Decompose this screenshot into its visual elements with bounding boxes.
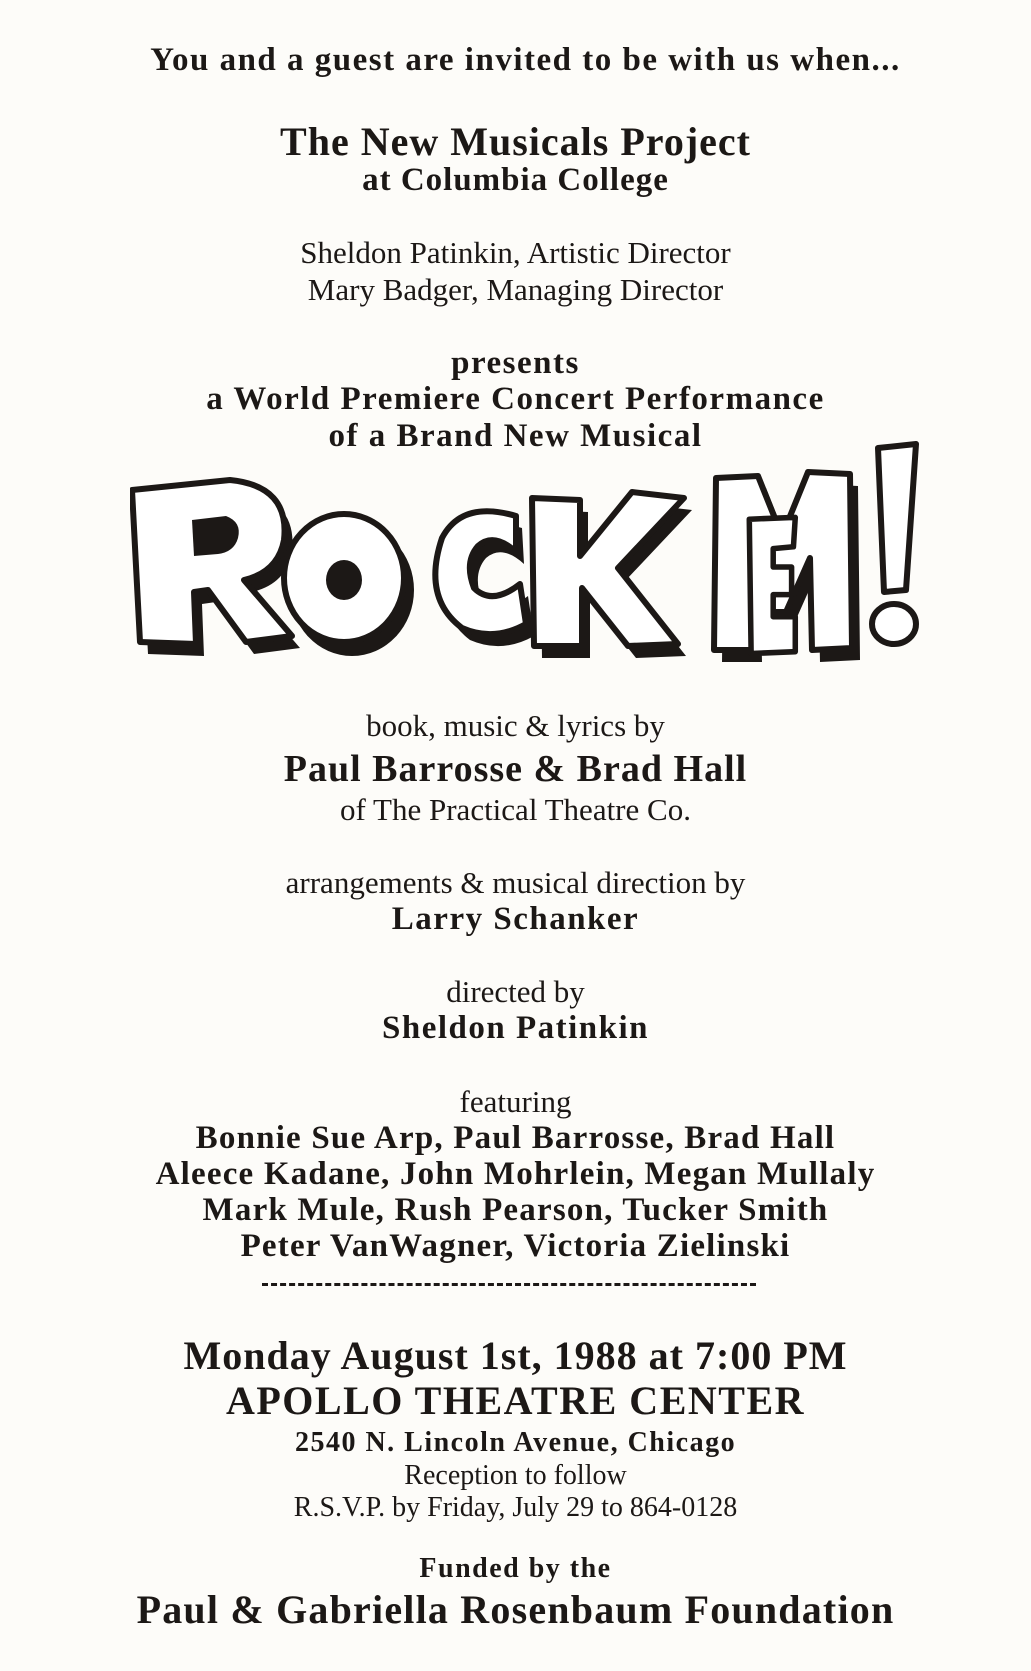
- premiere-line: a World Premiere Concert Performance: [206, 381, 825, 417]
- director-label: directed by: [446, 974, 585, 1009]
- logo-letter-c: [435, 511, 526, 634]
- featuring-label: featuring: [459, 1084, 572, 1119]
- funded-by-label: Funded by the: [419, 1553, 612, 1584]
- arrangements-label: arrangements & musical direction by: [285, 865, 746, 900]
- cast-line: Mark Mule, Rush Pearson, Tucker Smith: [202, 1192, 829, 1228]
- event-address: 2540 N. Lincoln Avenue, Chicago: [294, 1427, 737, 1458]
- organization-name: The New Musicals Project: [280, 119, 751, 164]
- cast-line: Bonnie Sue Arp, Paul Barrosse, Brad Hall: [195, 1120, 836, 1156]
- event-date: Monday August 1st, 1988 at 7:00 PM: [183, 1333, 848, 1378]
- presents-label: presents: [451, 345, 580, 381]
- logo-exclamation: [872, 444, 916, 644]
- foundation-name: Paul & Gabriella Rosenbaum Foundation: [136, 1587, 895, 1632]
- intro-line: You and a guest are invited to be with us when...: [150, 42, 901, 78]
- logo-letters: [132, 444, 916, 654]
- book-music-lyrics-names: Paul Barrosse & Brad Hall: [283, 748, 748, 790]
- theatre-company-line: of The Practical Theatre Co.: [340, 792, 691, 827]
- rock-me-logo: [130, 440, 920, 690]
- dashed-divider: [262, 1283, 756, 1286]
- logo-letter-e: [749, 517, 795, 653]
- managing-director-line: Mary Badger, Managing Director: [307, 272, 724, 307]
- brand-new-musical-line: of a Brand New Musical: [328, 418, 703, 454]
- director-name: Sheldon Patinkin: [381, 1010, 650, 1046]
- rsvp-line: R.S.V.P. by Friday, July 29 to 864-0128: [293, 1492, 738, 1523]
- cast-line: Aleece Kadane, John Mohrlein, Megan Mullaly: [155, 1156, 876, 1192]
- event-venue: APOLLO THEATRE CENTER: [225, 1378, 806, 1423]
- artistic-director-line: Sheldon Patinkin, Artistic Director: [300, 235, 731, 270]
- logo-letter-k: [532, 492, 684, 646]
- book-music-lyrics-label: book, music & lyrics by: [366, 708, 665, 743]
- logo-letter-o: [284, 514, 404, 642]
- cast-line: Peter VanWagner, Victoria Zielinski: [240, 1228, 791, 1264]
- arrangements-name: Larry Schanker: [391, 901, 640, 937]
- logo-letter-r: [132, 480, 292, 644]
- reception-note: Reception to follow: [404, 1460, 627, 1491]
- organization-location: at Columbia College: [362, 162, 669, 198]
